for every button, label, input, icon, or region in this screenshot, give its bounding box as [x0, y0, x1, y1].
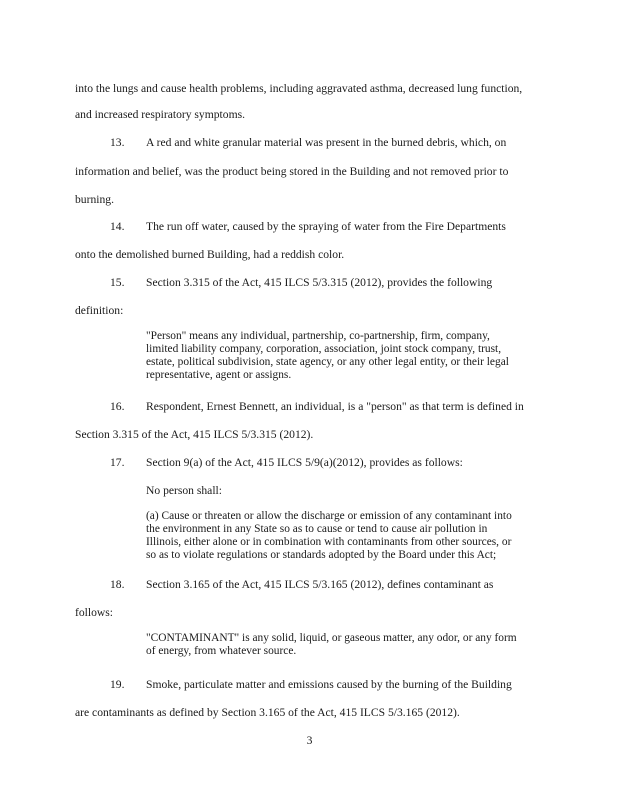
text-line: are contaminants as defined by Section 3.165 of the Act, 415 ILCS 5/3.165 (2012).: [75, 706, 460, 719]
paragraph-text: Smoke, particulate matter and emissions caused by the burning of the Building: [146, 678, 512, 691]
paragraph-number: 18.: [110, 578, 125, 591]
paragraph-text: Respondent, Ernest Bennett, an individual, is a "person" as that term is defined in: [146, 400, 524, 413]
quote-line: limited liability company, corporation, association, joint stock company, trust,: [146, 343, 502, 355]
text-line: follows:: [75, 606, 114, 619]
quote-line: (a) Cause or threaten or allow the discharge or emission of any contaminant into: [146, 510, 512, 522]
paragraph-text: The run off water, caused by the spraying of water from the Fire Departments: [146, 220, 506, 233]
quote-line: so as to violate regulations or standards adopted by the Board under this Act;: [146, 549, 497, 561]
quote-line: representative, agent or assigns.: [146, 369, 292, 381]
text-line: into the lungs and cause health problems, including aggravated asthma, decreased lung function,: [75, 82, 523, 95]
text-line: onto the demolished burned Building, had a reddish color.: [75, 248, 345, 261]
quote-line: the environment in any State so as to cause or tend to cause air pollution in: [146, 523, 488, 535]
page-number: 3: [306, 734, 313, 747]
quote-line: of energy, from whatever source.: [146, 645, 297, 657]
quote-line: Illinois, either alone or in combination with contaminants from other sources, or: [146, 536, 512, 548]
quote-line: estate, political subdivision, state agency, or any other legal entity, or their legal: [146, 356, 509, 368]
text-line: information and belief, was the product being stored in the Building and not removed prior to: [75, 165, 509, 178]
text-line: burning.: [75, 193, 114, 206]
quote-line: No person shall:: [146, 484, 222, 497]
paragraph-number: 17.: [110, 456, 125, 469]
paragraph-number: 14.: [110, 220, 125, 233]
text-line: Section 3.315 of the Act, 415 ILCS 5/3.315 (2012).: [75, 428, 314, 441]
paragraph-number: 16.: [110, 400, 125, 413]
paragraph-text: A red and white granular material was present in the burned debris, which, on: [146, 136, 507, 149]
text-line: and increased respiratory symptoms.: [75, 108, 245, 121]
paragraph-number: 19.: [110, 678, 125, 691]
paragraph-text: Section 9(a) of the Act, 415 ILCS 5/9(a)(2012), provides as follows:: [146, 456, 463, 469]
paragraph-text: Section 3.165 of the Act, 415 ILCS 5/3.165 (2012), defines contaminant as: [146, 578, 494, 591]
paragraph-number: 13.: [110, 136, 125, 149]
quote-line: "Person" means any individual, partnership, co-partnership, firm, company,: [146, 330, 490, 342]
paragraph-text: Section 3.315 of the Act, 415 ILCS 5/3.315 (2012), provides the following: [146, 276, 493, 289]
paragraph-number: 15.: [110, 276, 125, 289]
text-line: definition:: [75, 304, 124, 317]
quote-line: "CONTAMINANT" is any solid, liquid, or gaseous matter, any odor, or any form: [146, 632, 517, 644]
